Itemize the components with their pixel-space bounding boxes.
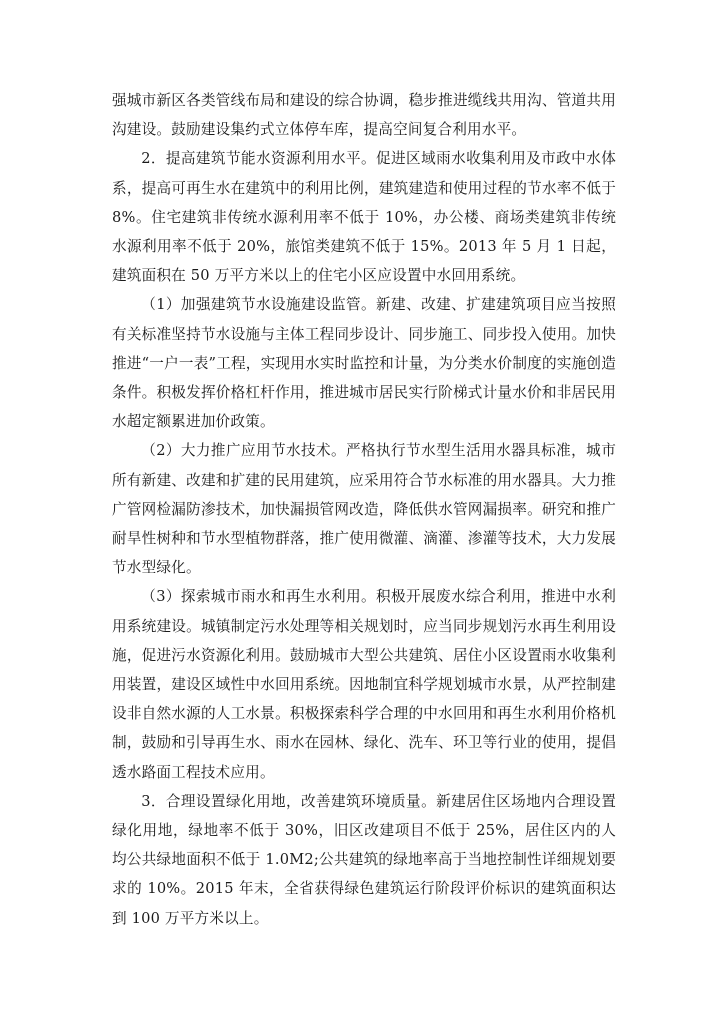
paragraph-green-land: 3．合理设置绿化用地，改善建筑环境质量。新建居住区场地内合理设置绿化用地，绿地率不低于 30%，旧区改建项目不低于 25%，居住区内的人均公共绿地面积不低于 1.0M2;公共建筑的绿地率高于当地控制性详细规划要求的 10%。2015 年末，全省获得绿色建筑运行阶段评价标识的建筑面积达到 100 万平方米以上。 [112,792,616,927]
paragraph-pipeline-coordination: 强城市新区各类管线布局和建设的综合协调，稳步推进缆线共用沟、管道共用沟建设。鼓励建设集约式立体停车库，提高空间复合利用水平。 [112,92,616,139]
document-page [112,86,616,933]
paragraph-water-resource-use: 2．提高建筑节能水资源利用水平。促进区域雨水收集利用及市政中水体系，提高可再生水在建筑中的利用比例，建筑建造和使用过程的节水率不低于 8%。住宅建筑非传统水源利用率不低于 10%，办公楼、商场类建筑非传统水源利用率不低于 20%，旅馆类建筑不低于 15%。2013 年 5 月 1 日起，建筑面积在 50 万平方米以上的住宅小区应设置中水回用系统。 [112,150,616,285]
paragraph-water-saving-supervision: （1）加强建筑节水设施建设监管。新建、改建、扩建建筑项目应当按照有关标准坚持节水设施与主体工程同步设计、同步施工、同步投入使用。加快推进“一户一表”工程，实现用水实时监控和计量，为分类水价制度的实施创造条件。积极发挥价格杠杆作用，推进城市居民实行阶梯式计量水价和非居民用水超定额累进加价政策。 [112,296,616,431]
paragraph-water-saving-technology: （2）大力推广应用节水技术。严格执行节水型生活用水器具标准，城市所有新建、改建和扩建的民用建筑，应采用符合节水标准的用水器具。大力推广管网检漏防渗技术，加快漏损管网改造，降低供水管网漏损率。研究和推广耐旱性树种和节水型植物群落，推广使用微灌、滴灌、渗灌等技术，大力发展节水型绿化。 [112,442,616,577]
paragraph-rainwater-reuse: （3）探索城市雨水和再生水利用。积极开展废水综合利用，推进中水利用系统建设。城镇制定污水处理等相关规划时，应当同步规划污水再生利用设施，促进污水资源化利用。鼓励城市大型公共建筑、居住小区设置雨水收集利用装置，建设区域性中水回用系统。因地制宜科学规划城市水景，从严控制建设非自然水源的人工水景。积极探索科学合理的中水回用和再生水利用价格机制，鼓励和引导再生水、雨水在园林、绿化、洗车、环卫等行业的使用，提倡透水路面工程技术应用。 [112,588,616,781]
